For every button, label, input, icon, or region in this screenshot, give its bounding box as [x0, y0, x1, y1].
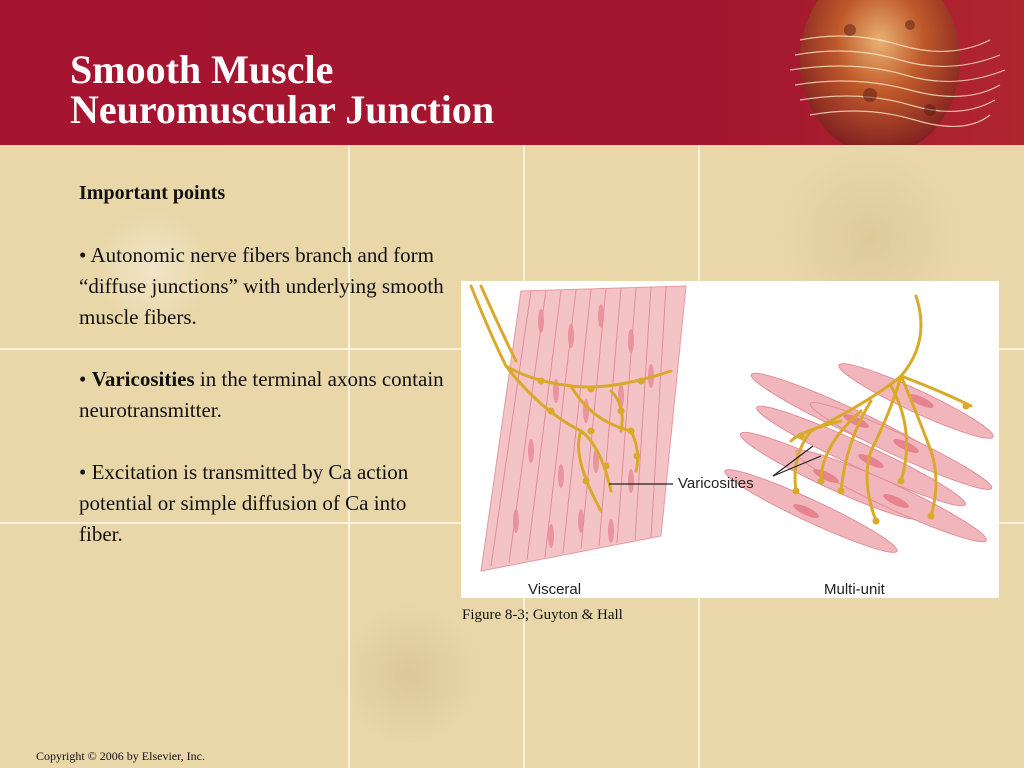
section-heading: Important points: [79, 182, 226, 204]
visceral-muscle: [481, 286, 686, 571]
copyright-notice: Copyright © 2006 by Elsevier, Inc.: [36, 749, 205, 763]
multiunit-label: Multi-unit: [824, 581, 885, 598]
title-line-1: Smooth Muscle: [70, 47, 334, 92]
title-bar: [0, 0, 1024, 145]
visceral-label: Visceral: [528, 581, 582, 598]
bullet-list: [79, 178, 449, 581]
page-title: [70, 47, 495, 132]
multiunit-fibers: [720, 355, 997, 561]
varicosities-label: Varicosities: [678, 475, 754, 492]
figure-caption: Figure 8-3; Guyton & Hall: [462, 607, 623, 623]
figure-diagram: [461, 281, 999, 598]
bold-term: Varicosities: [91, 367, 195, 391]
bullet-marker: •: [79, 367, 92, 391]
bullet-text: in the terminal axons contain neurotransmitter.: [79, 367, 444, 422]
header-artwork: [760, 0, 1024, 145]
bullet-point-1: • Autonomic nerve fibers branch and form “diffuse junctions” with underlying smooth muscle fibers.: [79, 243, 444, 329]
bullet-point-3: • Excitation is transmitted by Ca action potential or simple diffusion of Ca into fiber.: [79, 460, 409, 546]
bullet-point-2: [79, 364, 449, 426]
title-line-2: Neuromuscular Junction: [70, 87, 495, 132]
